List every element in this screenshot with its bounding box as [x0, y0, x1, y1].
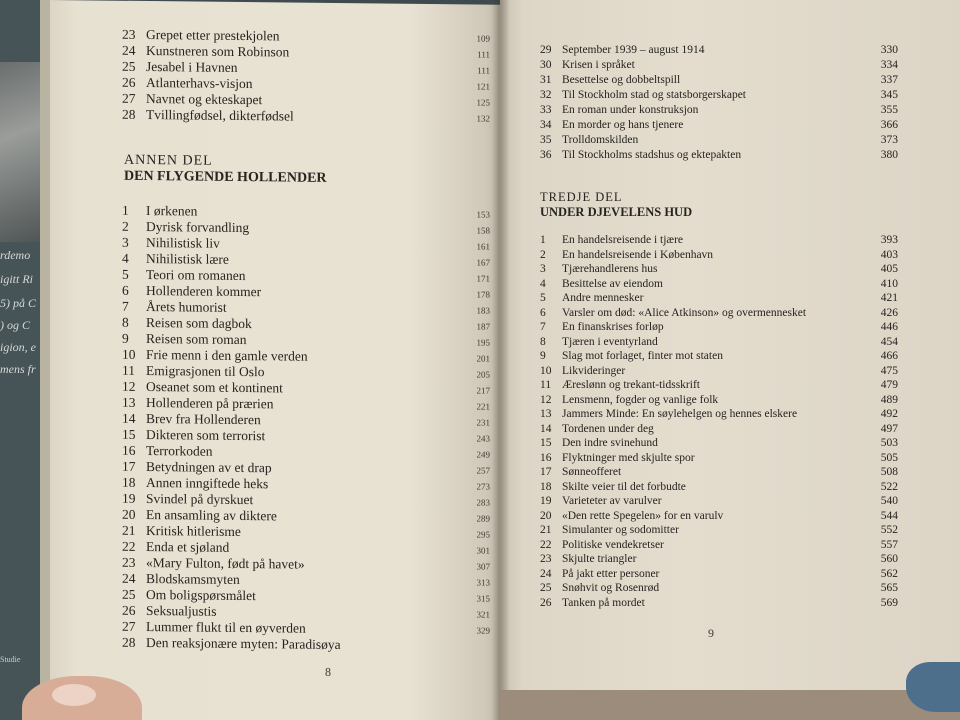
toc-entry: 15 Dikteren som terrorist 243 [122, 426, 490, 444]
cover-text-fragment: igion, e [0, 340, 36, 354]
toc-entry: 26 Atlanterhavs-visjon 121 [122, 74, 490, 92]
toc-entry: 17 Betydningen av et drap 257 [122, 458, 490, 476]
cover-photo [0, 62, 40, 242]
part-heading [124, 153, 327, 187]
part-title: UNDER DJEVELENS HUD [540, 205, 693, 219]
toc-entry: 14 Brev fra Hollenderen 231 [122, 410, 490, 428]
toc-entry: 28 Den reaksjonære myten: Paradisøya [122, 634, 341, 653]
toc-entry: 5 Teori om romanen 171 [122, 266, 490, 284]
cover-text-fragment: 5) på C [0, 296, 36, 310]
part-label: TREDJE DEL [540, 190, 623, 204]
blue-cloth [906, 662, 960, 712]
toc-entry: 8 Reisen som dagbok 187 [122, 314, 490, 332]
toc-entry: 13 Hollenderen på prærien 221 [122, 394, 490, 412]
toc-entry: 25 Om boligspørsmålet 315 [122, 586, 490, 604]
toc-entry: 19 Svindel på dyrskuet 283 [122, 490, 490, 508]
toc-entry: 16 Terrorkoden 249 [122, 442, 490, 460]
table-surface [500, 690, 960, 720]
toc-entry: 25 Jesabel i Havnen 111 [122, 58, 490, 76]
toc-entry: 4 Nihilistisk lære 167 [122, 250, 490, 268]
toc-entry: 12 Oseanet som et kontinent 217 [122, 378, 490, 396]
toc-entry: 24 Blodskamsmyten 313 [122, 570, 490, 588]
part-heading [540, 190, 692, 220]
cover-text-fragment: igitt Ri [0, 272, 33, 286]
right-page: 29 September 1939 – august 1914 330 30 Krisen i språket 334 31 Besettelse og dobbeltspill 337 32 Til Stockholm stad og statsborgerskapet 345 33 En roman under konstruksjon 355 34 En morder og hans tjenere 366 35 Trolldomskilden 373 36 Til Stockholms stadshus og ektepakten 380 TREDJE DEL UNDER DJEVELENS HUD 1 En handelsreisende i tjære 393 2 En handelsreisende i København 403 3 Tjærehandlerens hus 405 4 Besittelse av eiendom 410 5 Andre mennesker 421 6 Varsler om død: «Alice Atkinson» og overmennesket 426 7 En finanskrises forløp 446 8 Tjæren i eventyrland 454 9 Slag mot forlaget, finter mot staten 466 10 Likvideringer 475 11 Æreslønn og trekant-tidsskrift 479 12 Lensmenn, fogder og vanlige folk 489 13 Jammers Minde: En søylehelgen og hennes elskere 492 14 Tordenen under deg 497 15 Den indre svinehund 503 16 Flyktninger med skjulte spor 505 17 Sønneofferet 508 18 Skilte veier til det forbudte 522 19 Varieteter av varulver 540 20 «Den rette Spegelen» for en varulv 544 21 Simulanter og sodomitter 552 22 Politiske vendekretser 557 23 Skjulte triangler 560 24 På jakt etter personer 562 25 Snøhvit og Rosenrød 565 26 Tanken på mordet 569 9 [500, 0, 960, 720]
toc-entry: 26 Seksualjustis 321 [122, 602, 490, 620]
toc-entry: 21 Kritisk hitlerisme 295 [122, 522, 490, 540]
toc-entry: 1 I ørkenen 153 [122, 202, 490, 220]
page-number: 8 [325, 664, 331, 679]
running-header [330, 3, 420, 10]
toc-entry: 27 Navnet og ekteskapet 125 [122, 90, 490, 108]
toc-entry: 27 Lummer flukt til en øyverden 329 [122, 618, 490, 636]
toc-entry: 9 Reisen som roman 195 [122, 330, 490, 348]
thumbnail [52, 684, 96, 706]
part-label: ANNEN DEL [124, 152, 213, 169]
page-number: 9 [708, 626, 714, 640]
toc-entry: 23 «Mary Fulton, født på havet» 307 [122, 554, 490, 572]
background-book [0, 0, 52, 720]
cover-text-fragment: mens fr [0, 362, 36, 376]
toc-entry: 24 Kunstneren som Robinson 111 [122, 42, 490, 60]
cover-text-fragment: rdemo [0, 248, 31, 262]
toc-entry: 18 Annen inngiftede heks 273 [122, 474, 490, 492]
toc-entry: 23 Grepet etter prestekjolen 109 [122, 26, 490, 44]
left-page [50, 0, 500, 720]
toc-entry: 6 Hollenderen kommer 178 [122, 282, 490, 300]
toc-entry: 28 Tvillingfødsel, dikterfødsel 132 [122, 106, 490, 124]
cover-bottom-text: Studie [0, 655, 21, 664]
toc-entry: 22 Enda et sjøland 301 [122, 538, 490, 556]
cover-text-fragment: ) og C [0, 318, 30, 332]
toc-entry: 7 Årets humorist 183 [122, 298, 490, 316]
book-gutter [492, 0, 510, 720]
part-title: DEN FLYGENDE HOLLENDER [124, 168, 327, 186]
toc-entry: 10 Frie menn i den gamle verden 201 [122, 346, 490, 364]
toc-entry: 2 Dyrisk forvandling 158 [122, 218, 490, 236]
toc-entry: 11 Emigrasjonen til Oslo 205 [122, 362, 490, 380]
toc-entry: 3 Nihilistisk liv 161 [122, 234, 490, 252]
toc-entry: 20 En ansamling av diktere 289 [122, 506, 490, 524]
